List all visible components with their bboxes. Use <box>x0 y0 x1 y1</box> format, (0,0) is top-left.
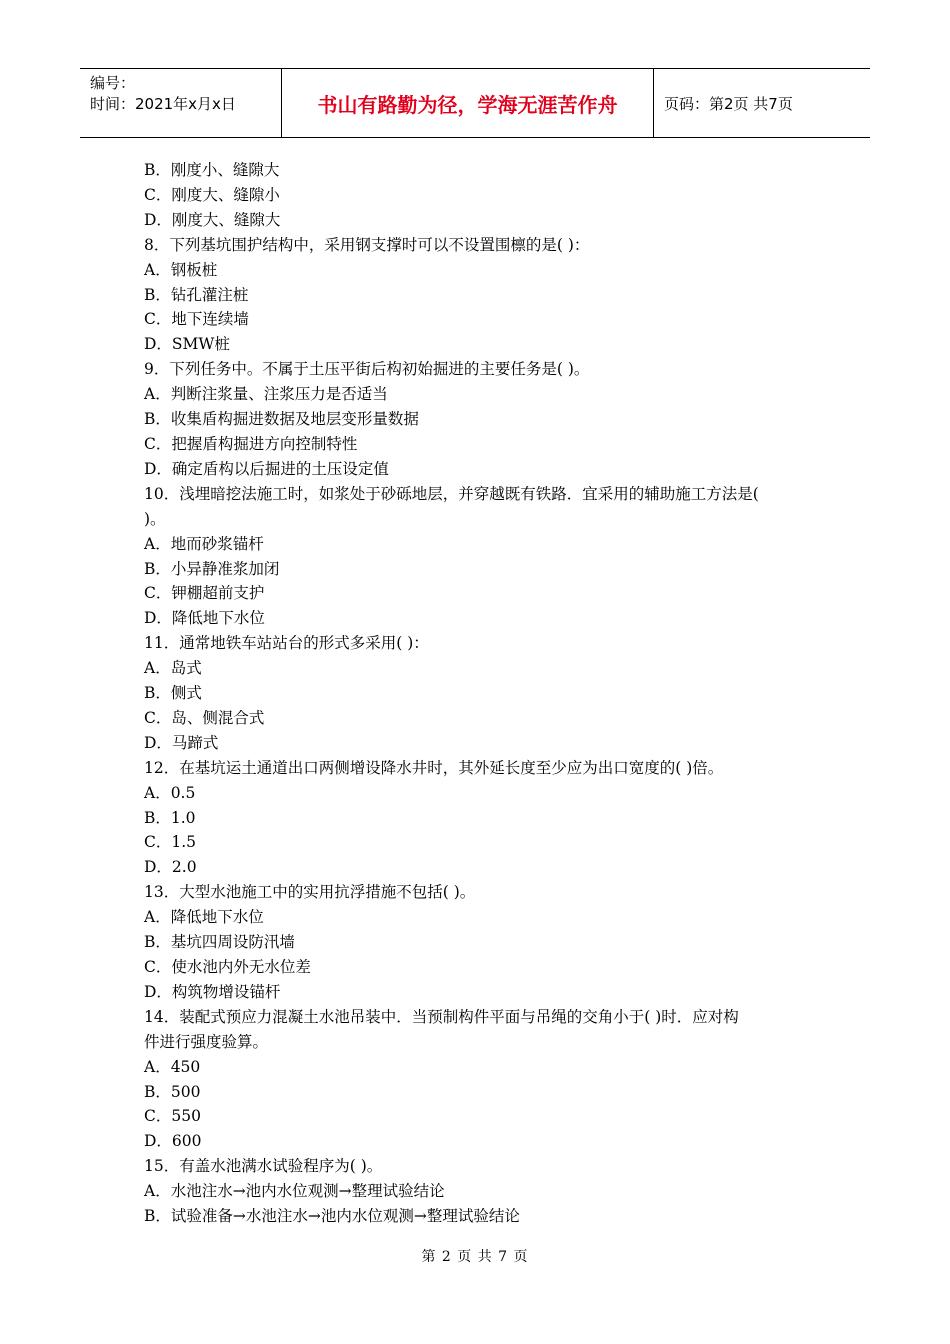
text-line: A．判断注浆量、注浆压力是否适当 <box>144 385 388 404</box>
text-line: D．刚度大、缝隙大 <box>144 210 281 229</box>
question-line: 15．有盖水池满水试验程序为( )。 <box>144 1157 383 1176</box>
page-header <box>80 68 870 138</box>
text-line: A．岛式 <box>144 659 202 678</box>
text-line: A．钢板桩 <box>144 260 218 279</box>
text-line: B．收集盾构掘进数据及地层变形量数据 <box>144 410 419 429</box>
text-line: A．水池注水→池内水位观测→整理试验结论 <box>144 1182 445 1201</box>
text-line: B．500 <box>144 1082 201 1101</box>
text-line: )。 <box>144 509 166 528</box>
text-line: A．地而砂浆锚杆 <box>144 534 264 553</box>
text-line: B．基坑四周设防汛墙 <box>144 933 295 952</box>
question-line: 10．浅埋暗挖法施工时，如浆处于砂砾地层，并穿越既有铁路．宜采用的辅助施工方法是( <box>144 484 759 503</box>
header-right-cell <box>654 69 870 137</box>
text-line: D．600 <box>144 1132 202 1151</box>
question-line: 13．大型水池施工中的实用抗浮措施不包括( )。 <box>144 883 476 902</box>
text-line: A．450 <box>144 1057 201 1076</box>
text-line: D．确定盾构以后掘进的土压设定值 <box>144 459 389 478</box>
text-line: C．使水池内外无水位差 <box>144 958 311 976</box>
text-line: D．SMW桩 <box>144 335 230 354</box>
text-line: B．刚度小、缝隙大 <box>144 161 280 179</box>
page-info: 页码：第2页 共7页 <box>664 94 793 113</box>
header-left-cell <box>80 69 282 137</box>
code-label: 编号： <box>90 74 136 92</box>
question-line: 14．装配式预应力混凝土水池吊装中．当预制构件平面与吊绳的交角小于( )时．应对构 <box>144 1007 739 1026</box>
text-line: B．小异静准浆加闭 <box>144 559 280 578</box>
motto-text: 书山有路勤为径，学海无涯苦作舟 <box>317 92 618 117</box>
text-line: A．0.5 <box>144 783 196 802</box>
text-line: C．1.5 <box>144 833 197 852</box>
text-line: A．降低地下水位 <box>144 908 264 927</box>
text-line: B．侧式 <box>144 684 202 703</box>
text-line: B．1.0 <box>144 808 196 827</box>
question-line: 8．下列基坑围护结构中，采用钢支撑时可以不设置围檩的是( )： <box>144 235 590 254</box>
text-line: C．钾棚超前支护 <box>144 584 265 603</box>
text-line: B．钻孔灌注桩 <box>144 285 249 304</box>
time-label: 时间：2021年x月x日 <box>90 95 236 113</box>
text-line: 件进行强度验算。 <box>144 1032 269 1051</box>
question-line: 9．下列任务中。不属于土压平街后构初始掘进的主要任务是( )。 <box>144 360 590 379</box>
document-body <box>144 158 814 1229</box>
text-line: C．把握盾构掘进方向控制特性 <box>144 434 358 453</box>
page-footer: 第 2 页 共 7 页 <box>421 1249 529 1265</box>
text-line: D．降低地下水位 <box>144 609 265 628</box>
text-line: D．2.0 <box>144 858 197 877</box>
question-line: 12．在基坑运土通道出口两侧增设降水井时，其外延长度至少应为出口宽度的( )倍。 <box>144 758 724 777</box>
question-line: 11．通常地铁车站站台的形式多采用( )： <box>144 634 429 653</box>
text-line: B．试验准备→水池注水→池内水位观测→整理试验结论 <box>144 1207 520 1226</box>
text-line: D．马蹄式 <box>144 733 219 752</box>
text-line: D．构筑物增设锚杆 <box>144 982 281 1001</box>
text-line: C．550 <box>144 1107 201 1126</box>
text-line: C．刚度大、缝隙小 <box>144 185 280 204</box>
text-line: C．地下连续墙 <box>144 310 249 329</box>
text-line: C．岛、侧混合式 <box>144 708 265 727</box>
header-motto-cell <box>282 69 654 137</box>
